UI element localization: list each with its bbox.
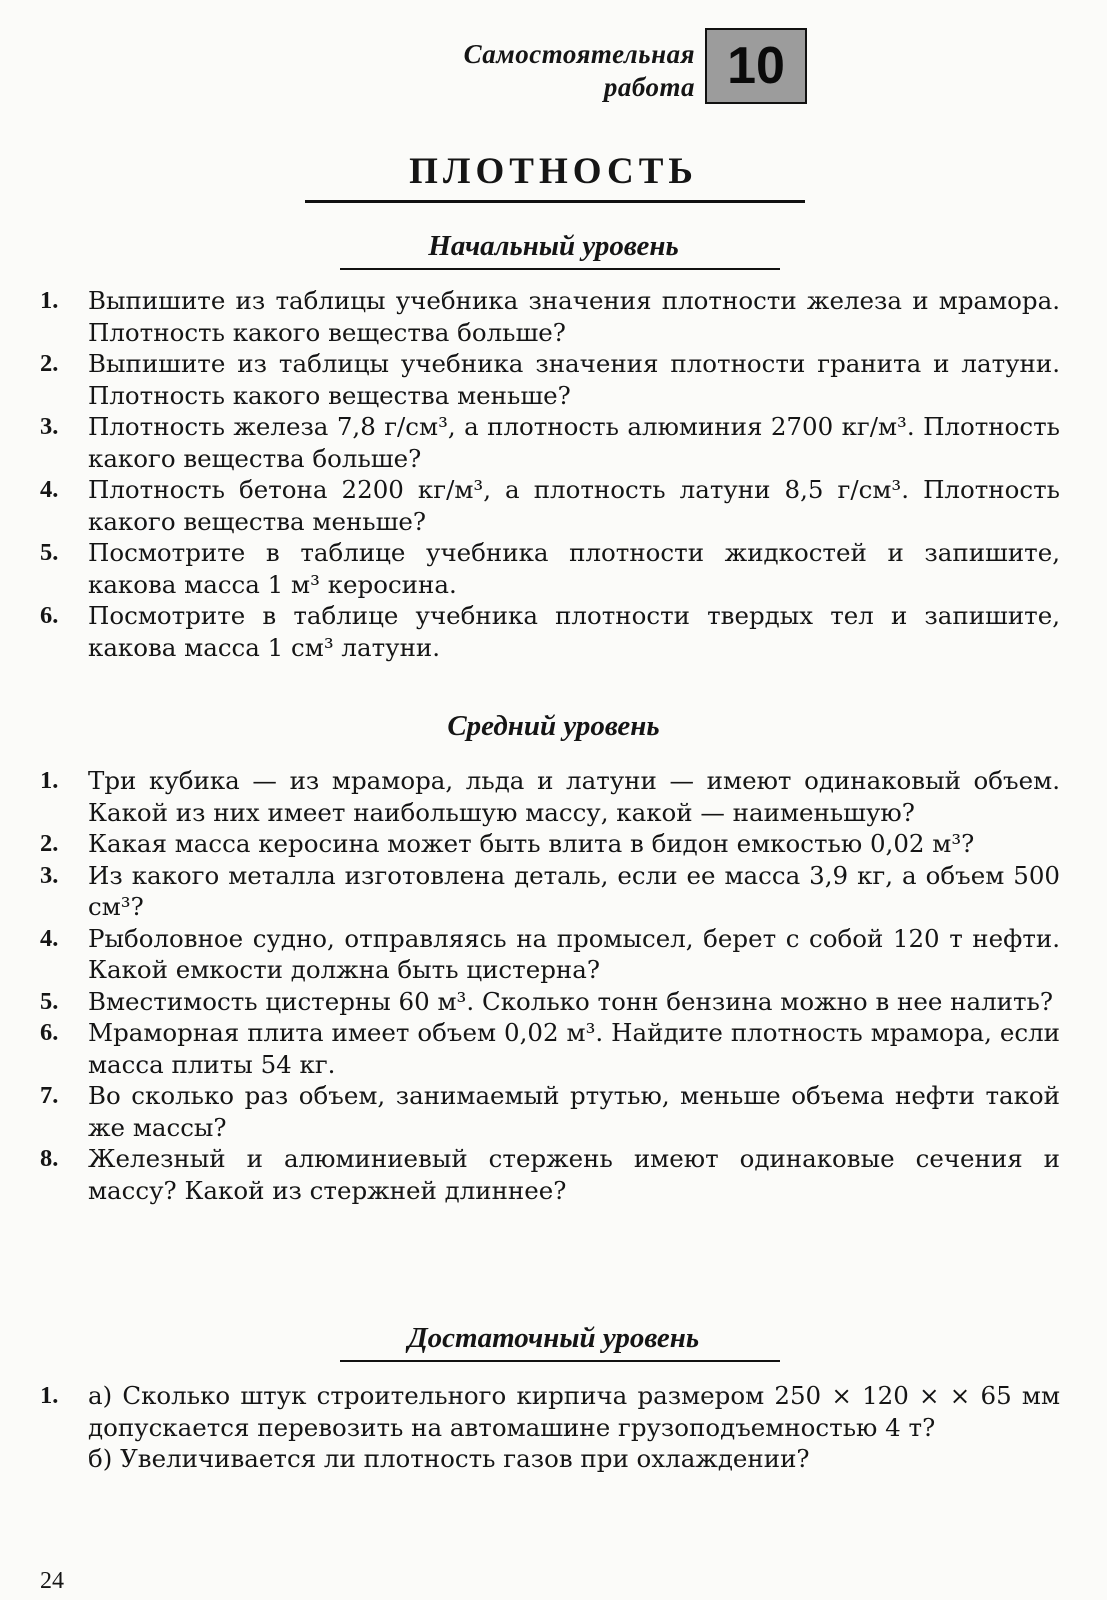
item-text: Выпишите из таблицы учебника значения плотности железа и мрамора. Плотность какого вещества больше?	[88, 286, 1060, 347]
item-text: Железный и алюминиевый стержень имеют одинаковые сечения и массу? Какой из стержней длиннее?	[88, 1144, 1060, 1205]
item-number: 1.	[40, 767, 59, 794]
item-number: 6.	[40, 1019, 59, 1046]
header-title-line1: Самостоятельная	[463, 39, 695, 69]
item-number: 4.	[40, 924, 59, 952]
task-list-middle	[40, 765, 1060, 1206]
work-number: 10	[727, 37, 785, 95]
item-text: Плотность бетона 2200 кг/м³, а плотность латуни 8,5 г/см³. Плотность какого вещества меньше?	[88, 475, 1060, 536]
list-item	[40, 1380, 1060, 1475]
item-number: 5.	[40, 539, 59, 566]
list-item	[40, 765, 1060, 828]
item-text: Три кубика — из мрамора, льда и латуни — имеют одинаковый объем. Какой из них имеет наибольшую массу, какой — наименьшую?	[88, 766, 1060, 827]
list-item	[40, 285, 1060, 348]
item-number: 2.	[40, 350, 59, 377]
item-text: Мраморная плита имеет объем 0,02 м³. Найдите плотность мрамора, если масса плиты 54 кг.	[88, 1018, 1060, 1079]
list-item	[40, 474, 1060, 537]
worksheet-header	[300, 28, 820, 108]
list-item	[40, 411, 1060, 474]
item-number: 4.	[40, 476, 59, 503]
list-item	[40, 860, 1060, 923]
list-item	[40, 600, 1060, 663]
task-list-initial	[40, 285, 1060, 663]
section-divider-sufficient	[340, 1360, 780, 1362]
header-title-line2: работа	[603, 72, 695, 102]
item-text: Рыболовное судно, отправляясь на промысел, берет с собой 120 т нефти. Какой емкости должна быть цистерна?	[88, 923, 1060, 984]
item-text: Выпишите из таблицы учебника значения плотности гранита и латуни. Плотность какого вещества меньше?	[88, 349, 1060, 410]
page-number: 24	[40, 1568, 64, 1594]
item-number: 8.	[40, 1145, 59, 1172]
section-title-sufficient: Достаточный уровень	[407, 1322, 700, 1354]
section-divider-initial	[340, 268, 780, 270]
list-item	[40, 348, 1060, 411]
item-number: 5.	[40, 987, 59, 1015]
list-item	[40, 1017, 1060, 1080]
item-text-b: б) Увеличивается ли плотность газов при охлаждении?	[88, 1444, 810, 1473]
list-item	[40, 828, 1060, 860]
section-title-middle: Средний уровень	[447, 710, 660, 742]
list-item	[40, 537, 1060, 600]
list-item	[40, 923, 1060, 986]
item-text: Плотность железа 7,8 г/см³, а плотность алюминия 2700 кг/м³. Плотность какого вещества больше?	[88, 412, 1060, 473]
item-text: Из какого металла изготовлена деталь, если ее масса 3,9 кг, а объем 500 см³?	[88, 860, 1060, 921]
list-item	[40, 1080, 1060, 1143]
list-item	[40, 986, 1060, 1018]
section-title-initial: Начальный уровень	[428, 230, 679, 262]
item-number: 2.	[40, 830, 59, 857]
page-title: ПЛОТНОСТЬ	[409, 151, 698, 192]
item-number: 1.	[40, 287, 59, 314]
item-text-a: а) Сколько штук строительного кирпича размером 250 × 120 × × 65 мм допускается перевозить на автомашине грузоподъемностью 4 т?	[88, 1381, 1060, 1442]
task-list-sufficient	[40, 1380, 1060, 1475]
item-text: Посмотрите в таблице учебника плотности твердых тел и запишите, какова масса 1 см³ латуни.	[88, 601, 1060, 662]
item-text: Во сколько раз объем, занимаемый ртутью, меньше объема нефти такой же массы?	[88, 1081, 1060, 1142]
item-number: 3.	[40, 861, 59, 889]
item-number: 6.	[40, 602, 59, 629]
item-number: 3.	[40, 413, 59, 440]
work-number-box	[705, 28, 807, 104]
item-text: Вместимость цистерны 60 м³. Сколько тонн бензина можно в нее налить?	[88, 986, 1054, 1016]
item-text: Посмотрите в таблице учебника плотности жидкостей и запишите, какова масса 1 м³ керосина.	[88, 538, 1060, 599]
list-item	[40, 1143, 1060, 1206]
title-divider	[305, 200, 805, 203]
item-number: 1.	[40, 1382, 59, 1409]
item-number: 7.	[40, 1082, 59, 1109]
header-title	[464, 38, 695, 104]
item-text: Какая масса керосина может быть влита в бидон емкостью 0,02 м³?	[88, 829, 975, 858]
